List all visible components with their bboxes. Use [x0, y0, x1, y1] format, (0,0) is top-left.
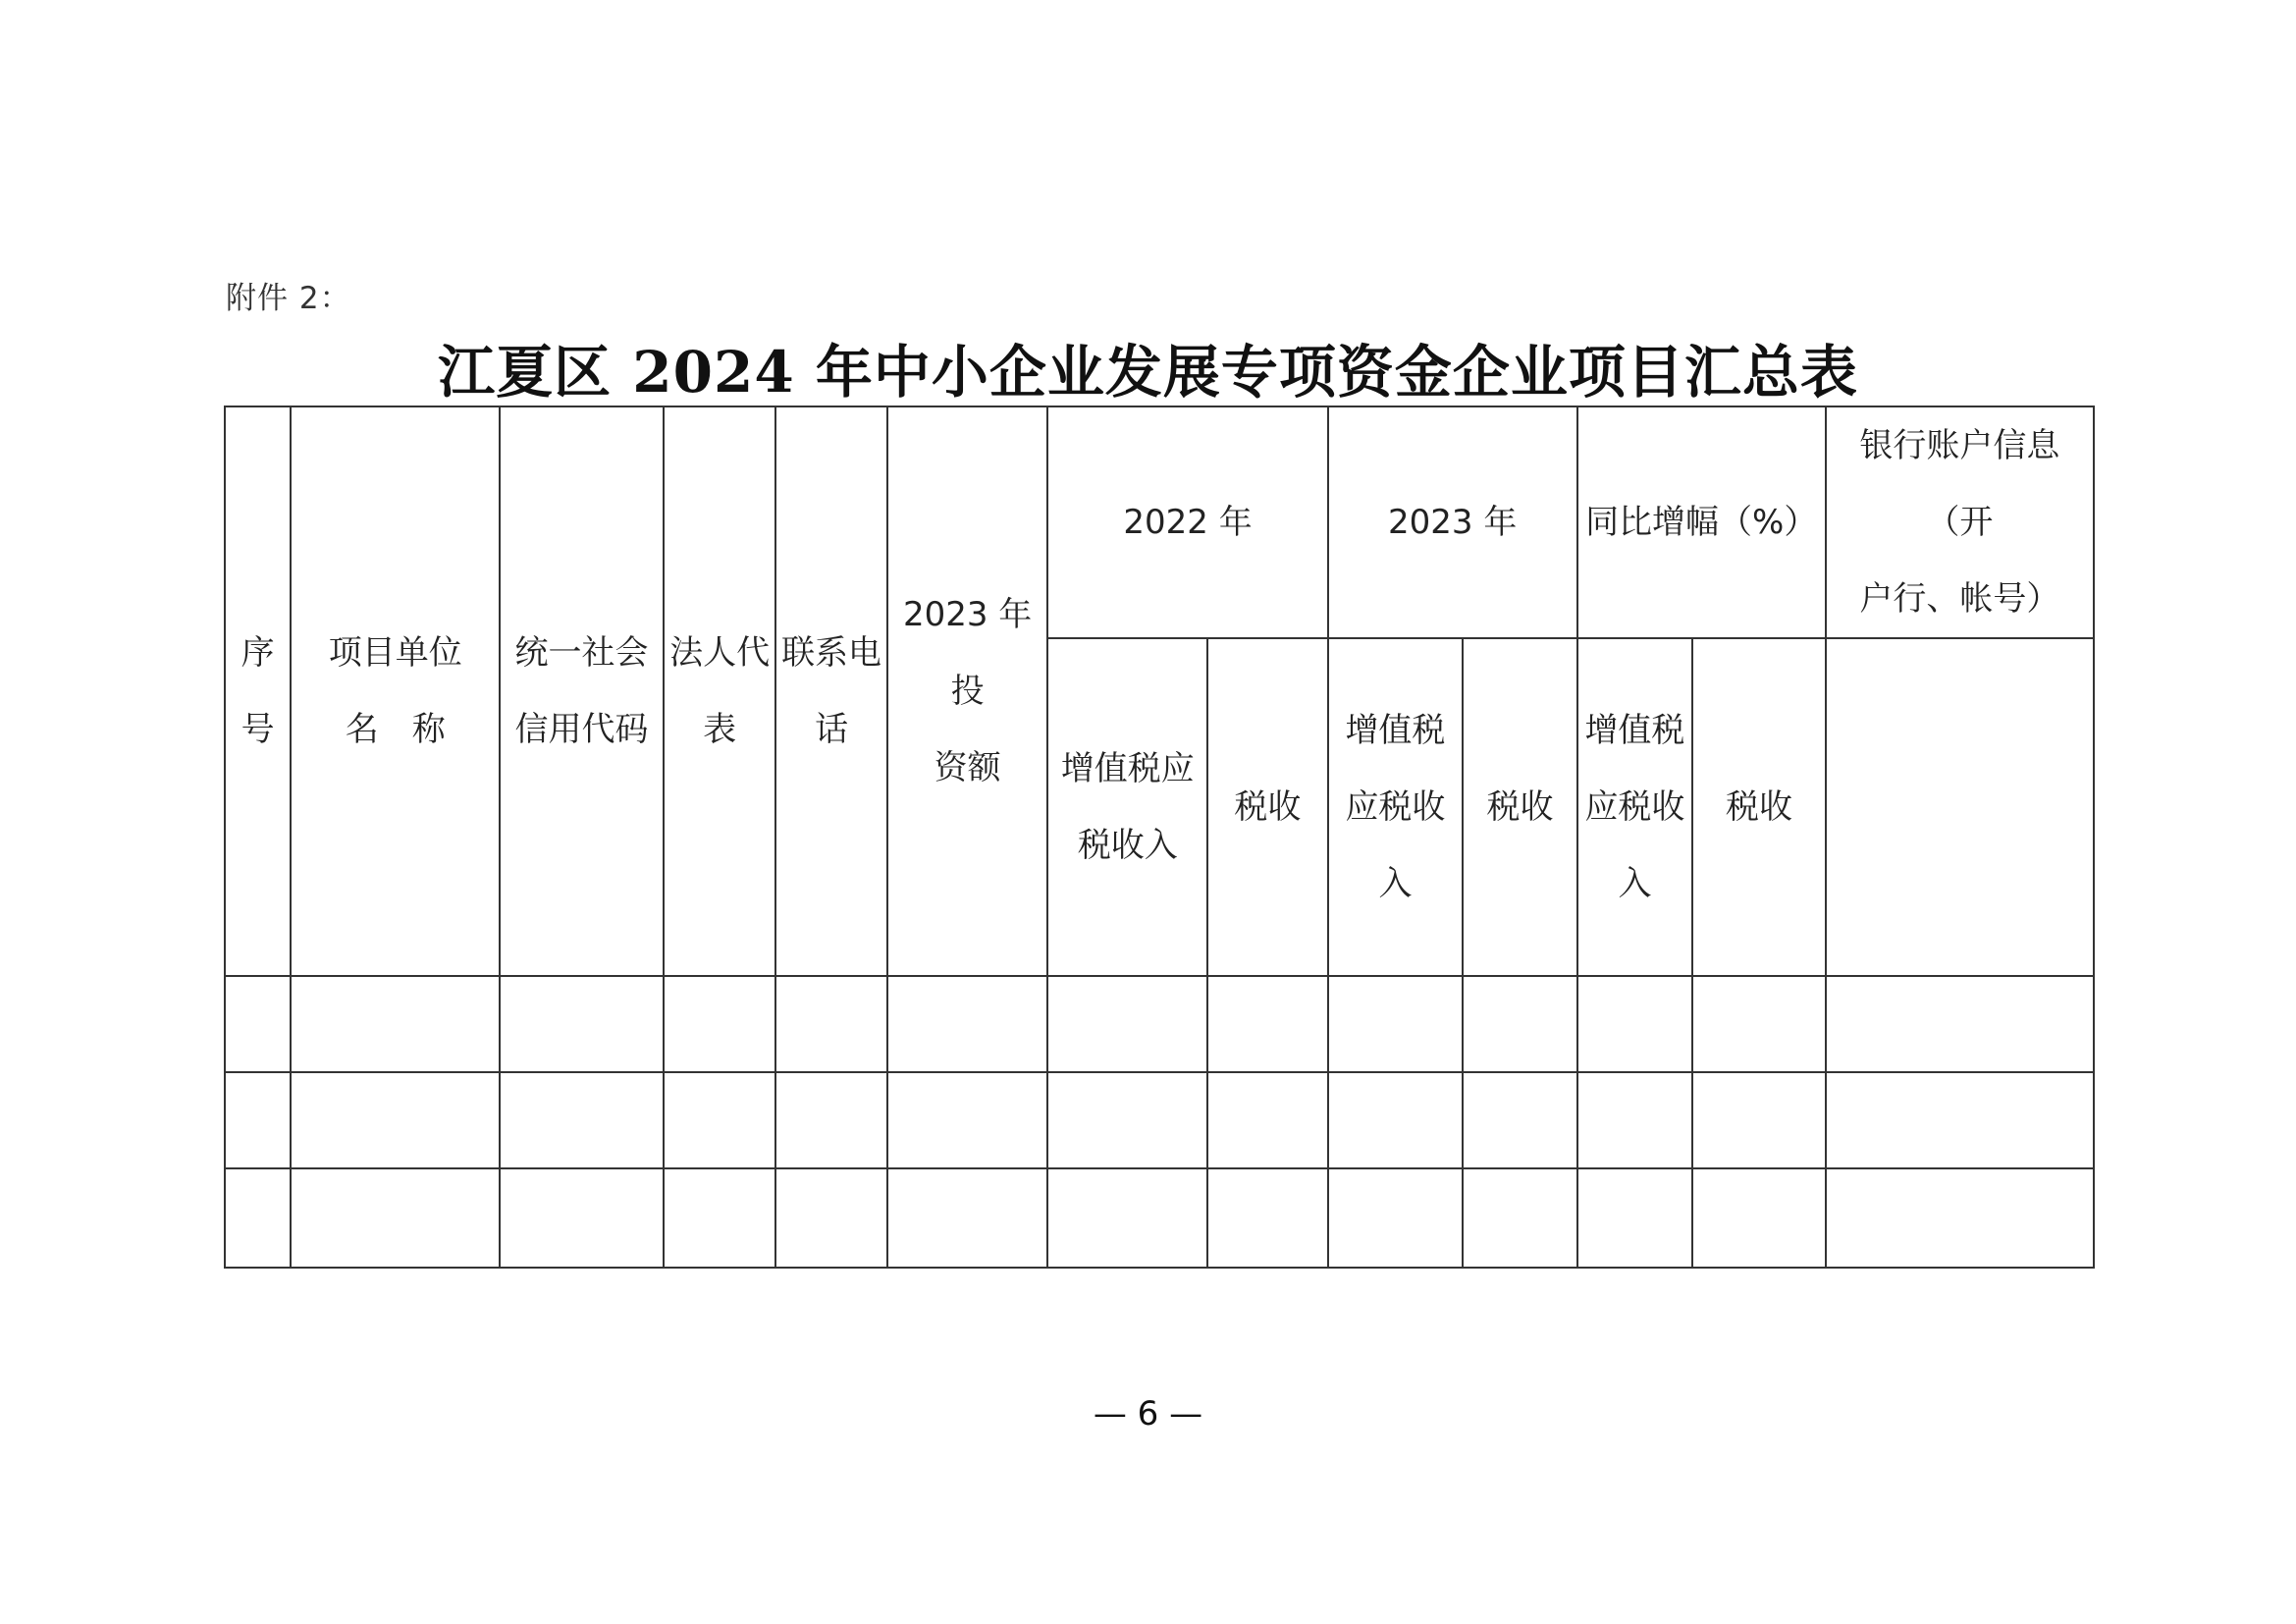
- header-phone: 联系电 话: [775, 406, 886, 976]
- table-cell[interactable]: [500, 976, 664, 1072]
- table-cell[interactable]: [1577, 1072, 1692, 1168]
- table-cell[interactable]: [1577, 976, 1692, 1072]
- header-tax-2023: 税收: [1463, 638, 1576, 976]
- header-unit-name: 项目单位 名 称: [291, 406, 500, 976]
- table-row: [225, 976, 2094, 1072]
- table-cell[interactable]: [1047, 1168, 1207, 1268]
- header-vat-2023: 增值税 应税收 入: [1328, 638, 1464, 976]
- table-cell[interactable]: [1207, 976, 1328, 1072]
- table-cell[interactable]: [500, 1072, 664, 1168]
- table-cell[interactable]: [291, 1168, 500, 1268]
- table-cell[interactable]: [291, 976, 500, 1072]
- table-cell[interactable]: [1207, 1168, 1328, 1268]
- header-yoy-growth: 同比增幅（%）: [1577, 406, 1826, 638]
- table-cell[interactable]: [1692, 1168, 1826, 1268]
- table-cell[interactable]: [1692, 976, 1826, 1072]
- table-cell[interactable]: [291, 1072, 500, 1168]
- table-cell[interactable]: [664, 976, 775, 1072]
- table-cell[interactable]: [1047, 976, 1207, 1072]
- table-cell[interactable]: [775, 976, 886, 1072]
- table-cell[interactable]: [1463, 1072, 1576, 1168]
- table-cell[interactable]: [1047, 1072, 1207, 1168]
- table-cell[interactable]: [775, 1168, 886, 1268]
- table-cell[interactable]: [1463, 1168, 1576, 1268]
- table-cell[interactable]: [1328, 1072, 1464, 1168]
- header-tax-2022: 税收: [1207, 638, 1328, 976]
- table-row: [225, 1168, 2094, 1268]
- header-vat-2022: 增值税应 税收入: [1047, 638, 1207, 976]
- table-cell[interactable]: [225, 976, 291, 1072]
- header-credit-code: 统一社会 信用代码: [500, 406, 664, 976]
- attachment-label: 附件 2：: [226, 281, 351, 316]
- header-bank-account: 银行账户信息（开 户行、帐号）: [1826, 406, 2094, 638]
- header-vat-yoy: 增值税 应税收 入: [1577, 638, 1692, 976]
- header-seq: 序 号: [225, 406, 291, 976]
- header-tax-yoy: 税收: [1692, 638, 1826, 976]
- table-cell[interactable]: [500, 1168, 664, 1268]
- document-title: 江夏区 2024 年中小企业发展专项资金企业项目汇总表: [438, 339, 1858, 406]
- table-cell[interactable]: [225, 1168, 291, 1268]
- table-cell[interactable]: [664, 1168, 775, 1268]
- header-year-2022: 2022 年: [1047, 406, 1327, 638]
- table-cell[interactable]: [1577, 1168, 1692, 1268]
- header-year-2023: 2023 年: [1328, 406, 1577, 638]
- table-cell[interactable]: [1692, 1072, 1826, 1168]
- header-investment: 2023 年投 资额: [887, 406, 1048, 976]
- bank-subheader-empty: [1826, 638, 2094, 976]
- table-cell[interactable]: [1328, 1168, 1464, 1268]
- table-cell[interactable]: [887, 1072, 1048, 1168]
- table-cell[interactable]: [1328, 976, 1464, 1072]
- table-cell[interactable]: [1463, 976, 1576, 1072]
- table-body: [225, 976, 2094, 1268]
- table-cell[interactable]: [887, 1168, 1048, 1268]
- header-legal-representative: 法人代 表: [664, 406, 775, 976]
- table-cell[interactable]: [225, 1072, 291, 1168]
- summary-table: [224, 406, 2095, 1269]
- table-cell[interactable]: [775, 1072, 886, 1168]
- table-cell[interactable]: [1207, 1072, 1328, 1168]
- table-cell[interactable]: [1826, 1072, 2094, 1168]
- table-cell[interactable]: [1826, 976, 2094, 1072]
- table-row: [225, 1072, 2094, 1168]
- page-number: — 6 —: [1093, 1394, 1203, 1434]
- table-cell[interactable]: [1826, 1168, 2094, 1268]
- table-cell[interactable]: [887, 976, 1048, 1072]
- table-cell[interactable]: [664, 1072, 775, 1168]
